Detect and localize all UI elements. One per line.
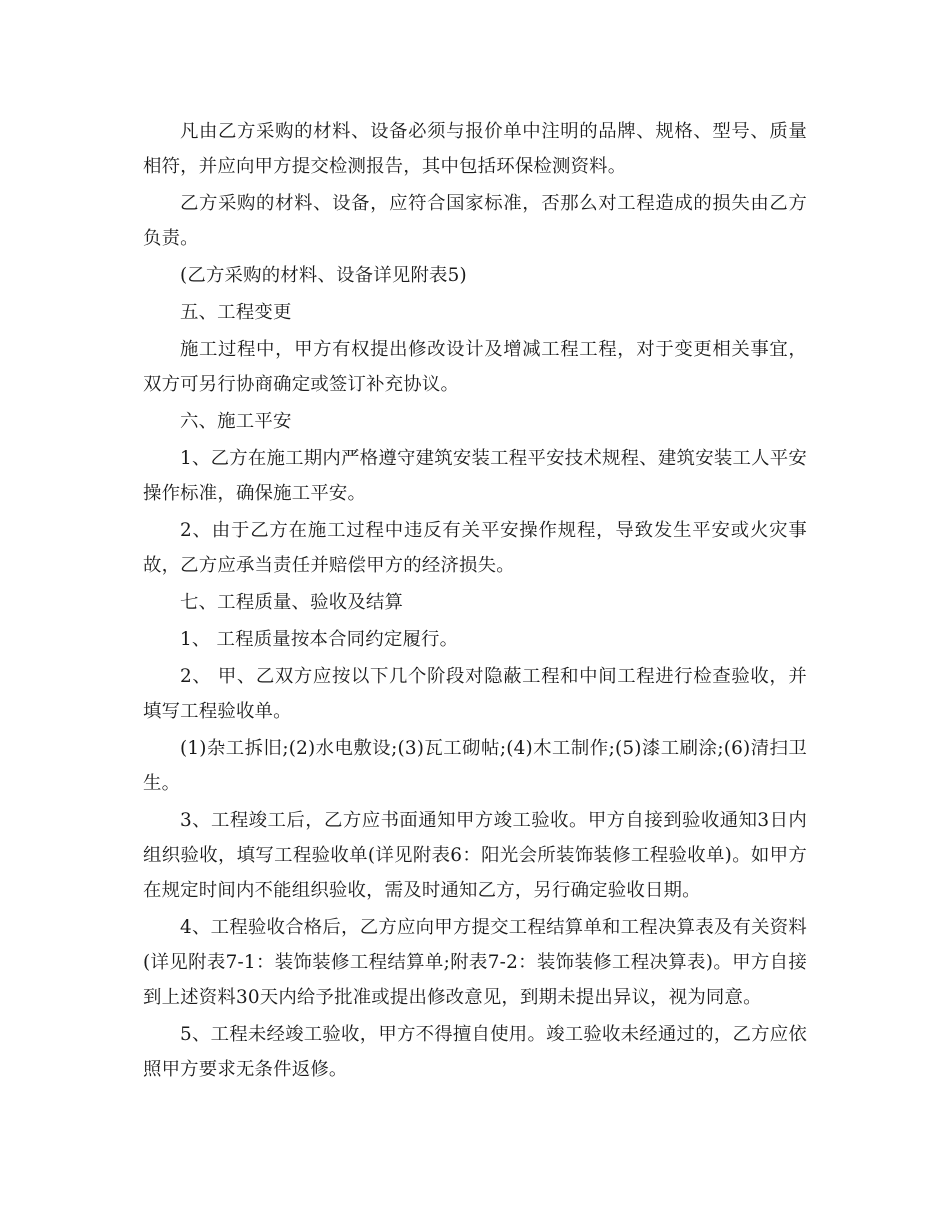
- paragraph-quality-5: 5、工程未经竣工验收，甲方不得擅自使用。竣工验收未经通过的，乙方应依照甲方要求无条件返修。: [143, 1024, 807, 1080]
- paragraph-material-standard: 乙方采购的材料、设备，应符合国家标准，否那么对工程造成的损失由乙方负责。: [143, 193, 807, 249]
- paragraph-quality-1: 1、 工程质量按本合同约定履行。: [180, 629, 459, 650]
- paragraph-safety-1: 1、乙方在施工期内严格遵守建筑安装工程平安技术规程、建筑安装工人平安操作标准，确保施工平安。: [143, 448, 807, 504]
- paragraph-material-appendix: (乙方采购的材料、设备详见附表5): [180, 265, 467, 286]
- paragraph-quality-stages: (1)杂工拆旧;(2)水电敷设;(3)瓦工砌帖;(4)木工制作;(5)漆工刷涂;(6)清扫卫生。: [143, 738, 807, 794]
- paragraph-quality-3: 3、工程竣工后，乙方应书面通知甲方竣工验收。甲方自接到验收通知3日内组织验收，填写工程验收单(详见附表6：阳光会所装饰装修工程验收单)。如甲方在规定时间内不能组织验收，需及时通知乙方，另行确定验收日期。: [143, 810, 807, 901]
- document-body: [143, 114, 807, 1089]
- paragraph-quality-2: 2、 甲、乙双方应按以下几个阶段对隐蔽工程和中间工程进行检查验收，并填写工程验收单。: [143, 666, 807, 722]
- paragraph-change-details: 施工过程中，甲方有权提出修改设计及增减工程工程，对于变更相关事宜，双方可另行协商确定或签订补充协议。: [143, 339, 807, 395]
- paragraph-quality-4: 4、工程验收合格后，乙方应向甲方提交工程结算单和工程决算表及有关资料(详见附表7-1：装饰装修工程结算单;附表7-2：装饰装修工程决算表)。甲方自接到上述资料30天内给予批准或提出修改意见，到期未提出异议，视为同意。: [143, 917, 807, 1008]
- paragraph-material-brand: 凡由乙方采购的材料、设备必须与报价单中注明的品牌、规格、型号、质量相符，并应向甲方提交检测报告，其中包括环保检测资料。: [143, 121, 807, 177]
- section-heading-change: 五、工程变更: [180, 302, 292, 323]
- section-heading-safety: 六、施工平安: [180, 411, 292, 432]
- section-heading-quality: 七、工程质量、验收及结算: [180, 592, 404, 613]
- paragraph-safety-2: 2、由于乙方在施工过程中违反有关平安操作规程，导致发生平安或火灾事故，乙方应承当责任并赔偿甲方的经济损失。: [143, 520, 807, 576]
